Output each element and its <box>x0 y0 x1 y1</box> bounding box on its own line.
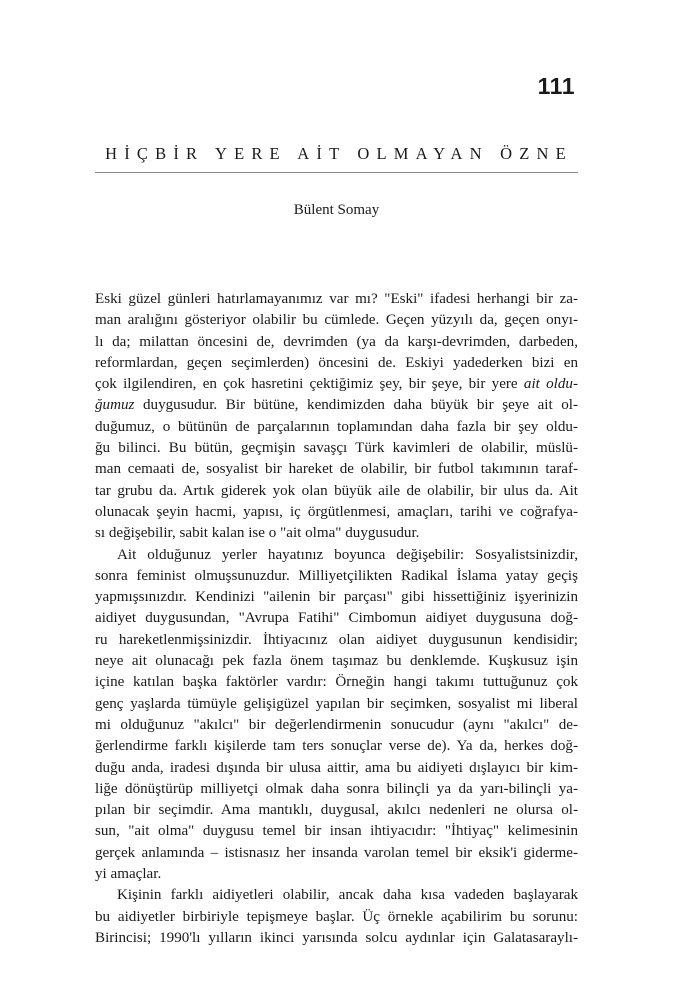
text-segment: duğumuz, o bütünün de parçalarının toplamından daha fazla bir şey oldu- <box>95 418 578 435</box>
text-segment: Birincisi; 1990'lı yılların ikinci yarısında solcu aydınlar için Galatasaraylı- <box>95 929 578 946</box>
text-segment: bu aidiyetler birbiriyle tepişmeye başlar. Üç örnekle açabilirim bu sorunu: <box>95 908 578 925</box>
text-segment: sı değişebilir, sabit kalan ise o "ait olma" duygusudur. <box>95 525 420 542</box>
text-line <box>95 353 578 374</box>
text-segment: ğerlendirme farklı kişilerde tam ters sonuçlar verse de). Ya da, herkes doğ- <box>95 738 578 755</box>
text-segment: çok ilgilendiren, en çok hasretini çektiğimiz şey, bir şeye, bir yere <box>95 376 524 393</box>
text-line <box>95 694 578 715</box>
text-line <box>95 715 578 736</box>
page-number: 111 <box>537 73 575 99</box>
text-segment: sonra feminist olmuşsunuzdur. Milliyetçilikten Radikal İslama yatay geçiş <box>95 567 578 584</box>
text-line <box>95 779 578 800</box>
text-line <box>95 821 578 842</box>
text-segment: mi olduğunuz "akılcı" bir değerlendirmenin sonucudur (aynı "akılcı" de- <box>95 716 578 733</box>
italic-text: ait oldu- <box>523 376 578 393</box>
text-line <box>95 736 578 757</box>
text-line <box>95 885 578 906</box>
paragraph <box>95 289 578 545</box>
text-line <box>95 502 578 523</box>
paragraph <box>95 545 578 886</box>
text-line <box>95 310 578 331</box>
author-name: Bülent Somay <box>293 202 380 218</box>
text-segment: yapmışsınızdır. Kendinizi "ailenin bir parçası" gibi hissettiğiniz işyerinizin <box>95 589 578 606</box>
article-body <box>95 289 578 949</box>
text-line <box>95 587 578 608</box>
text-line <box>95 438 578 459</box>
text-segment: ru hareketlenmişsinizdir. İhtiyacınız olan aidiyet duygusunun kendisidir; <box>95 631 578 648</box>
text-segment: olunacak şeyin hacmi, yapısı, iç örgütlenmesi, amaçları, tarihi ve coğrafya- <box>95 503 578 520</box>
text-segment: lı da; milattan öncesini de, devrimden (ya da karşı-devrimden, darbeden, <box>95 333 578 350</box>
text-segment: Eski güzel günleri hatırlamayanımız var mı? "Eski" ifadesi herhangi bir za- <box>95 291 578 307</box>
text-segment: man aralığını gösteriyor olabilir bu cümlede. Geçen yüzyılı da, geçen onyı- <box>95 312 578 329</box>
title-divider <box>95 172 578 173</box>
text-segment: Ait olduğunuz yerler hayatınız boyunca değişebilir: Sosyalistsinizdir, <box>117 546 578 563</box>
text-line <box>95 289 578 310</box>
text-segment: neye ait olunacağı pek fazla önem taşımaz bu denklemde. Kuşkusuz işin <box>95 653 578 670</box>
text-line <box>95 630 578 651</box>
text-line <box>95 758 578 779</box>
text-segment: genç yaşlarda tümüyle gelişigüzel yapılan bir seçimken, sosyalist mi liberal <box>95 695 578 712</box>
text-line <box>95 374 578 395</box>
text-segment: sun, "ait olma" duygusu temel bir insan ihtiyacıdır: "İhtiyaç" kelimesinin <box>95 823 578 840</box>
text-segment: duygusudur. Bir bütüne, kendimizden daha büyük bir şeye ait ol- <box>134 397 578 414</box>
text-segment: yi amaçlar. <box>95 866 162 883</box>
article-title: HİÇBİR YERE AİT OLMAYAN ÖZNE <box>105 144 573 163</box>
text-line <box>95 395 578 416</box>
text-segment: Kişinin farklı aidiyetleri olabilir, ancak daha kısa vadeden başlayarak <box>117 887 578 904</box>
text-line <box>95 672 578 693</box>
text-line <box>95 928 578 949</box>
text-segment: duğu anda, iradesi dışında bir ulusa aittir, ama bu aidiyeti dışlayıcı bir kim- <box>95 759 578 776</box>
text-line <box>95 608 578 629</box>
text-segment: içine katılan başka faktörler vardır: Örneğin hangi takımı tuttuğunuz çok <box>95 674 578 691</box>
text-segment: reformlardan, geçen seçimlerden) öncesini de. Eskiyi yadederken bizi en <box>95 354 578 371</box>
text-segment: ğu bilinci. Bu bütün, geçmişin savaşçı Türk kavimleri de olabilir, müslü- <box>95 440 578 457</box>
text-line <box>95 800 578 821</box>
text-line <box>95 843 578 864</box>
italic-text: ğumuz <box>95 397 135 414</box>
text-segment: gerçek anlamında – istisnasız her insanda varolan temel bir eksik'i giderme- <box>95 844 578 861</box>
text-segment: tar grubu da. Artık giderek yok olan büyük aile de olabilir, bir ulus da. Ait <box>95 482 578 499</box>
paragraph <box>95 885 578 949</box>
text-segment: pılan bir seçimdir. Ama mantıklı, duygusal, akılcı nedenleri ne olursa ol- <box>95 802 578 819</box>
text-line <box>95 907 578 928</box>
text-segment: liğe dönüştürüp milliyetçi olmak daha sonra bilinçli ya da yarı-bilinçli ya- <box>95 780 578 797</box>
text-line <box>95 651 578 672</box>
text-line <box>95 864 578 885</box>
text-segment: aidiyet duygusundan, "Avrupa Fatihi" Cimbomun aidiyet duygusuna doğ- <box>95 610 578 627</box>
text-line <box>95 545 578 566</box>
text-line <box>95 566 578 587</box>
text-segment: man cemaati de, sosyalist bir hareket de olabilir, bir futbol takımının taraf- <box>95 461 578 478</box>
text-line <box>95 481 578 502</box>
text-line <box>95 417 578 438</box>
text-line <box>95 332 578 353</box>
text-line <box>95 459 578 480</box>
text-line <box>95 523 578 544</box>
